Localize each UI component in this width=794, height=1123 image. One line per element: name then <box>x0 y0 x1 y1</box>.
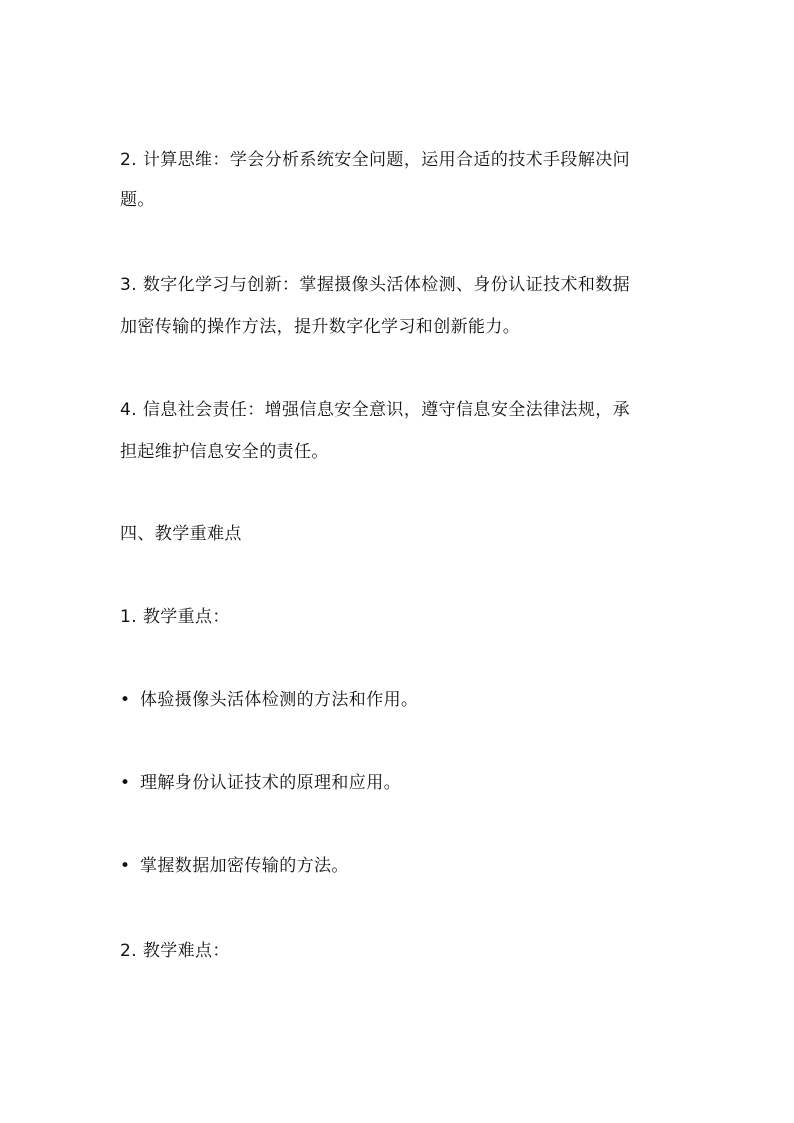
bullet-item <box>120 773 680 793</box>
paragraph-social-responsibility-line1: 4. 信息社会责任：增强信息安全意识，遵守信息安全法律法规，承 <box>120 400 631 420</box>
paragraph-computational-thinking-line2: 题。 <box>120 190 155 210</box>
bullet-item <box>120 690 680 710</box>
bullet-text: 理解身份认证技术的原理和应用。 <box>140 773 401 793</box>
bullet-icon: • <box>120 773 131 793</box>
bullet-icon: • <box>120 690 131 710</box>
bullet-icon: • <box>120 856 131 876</box>
bullet-text: 掌握数据加密传输的方法。 <box>140 856 349 876</box>
key-points-heading: 1. 教学重点： <box>120 607 230 627</box>
paragraph-social-responsibility-line2: 担起维护信息安全的责任。 <box>120 442 329 462</box>
difficult-points-heading: 2. 教学难点： <box>120 941 230 961</box>
paragraph-computational-thinking-line1: 2. 计算思维：学会分析系统安全问题，运用合适的技术手段解决问 <box>120 150 631 170</box>
bullet-item <box>120 856 680 876</box>
section-heading: 四、教学重难点 <box>120 524 242 544</box>
paragraph-digital-learning-line1: 3. 数字化学习与创新：掌握摄像头活体检测、身份认证技术和数据 <box>120 275 631 295</box>
paragraph-digital-learning-line2: 加密传输的操作方法，提升数字化学习和创新能力。 <box>120 317 521 337</box>
bullet-text: 体验摄像头活体检测的方法和作用。 <box>140 690 419 710</box>
